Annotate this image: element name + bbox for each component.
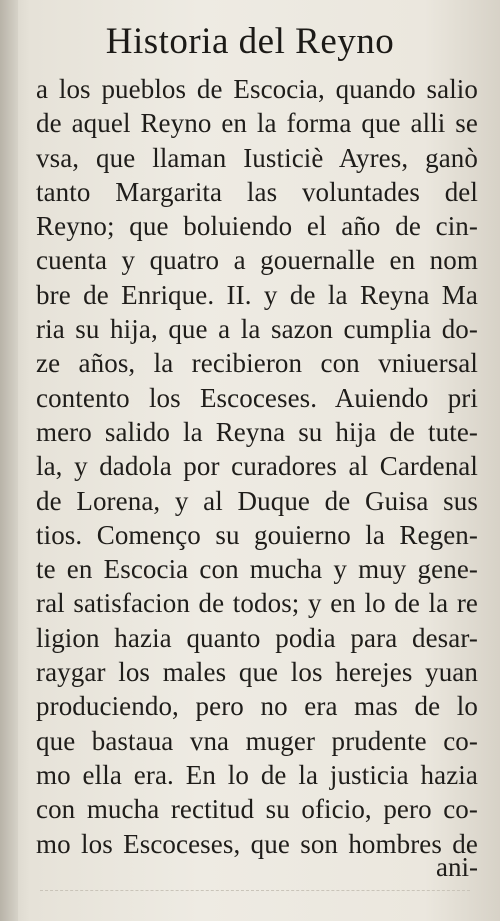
catchword: ani- — [436, 852, 478, 882]
text-line: bre de Enrique. II. y de la Reyna Ma — [36, 279, 478, 310]
text-line: ral satisfacion de todos; y en lo de la re — [36, 588, 478, 619]
text-line: la, y dadola por curadores al Cardenal — [36, 451, 478, 482]
running-header: Historia del Reyno — [105, 21, 395, 62]
text-line: ze años, la recibieron con vniuersal — [36, 348, 478, 379]
text-line: cuenta y quatro a gouernalle en nom — [36, 245, 478, 276]
text-line: tanto Margarita las voluntades del — [36, 176, 478, 207]
text-block — [36, 72, 478, 861]
text-line: mero salido la Reyna su hija de tute- — [36, 416, 478, 447]
text-line: ria su hija, que a la sazon cumplia do- — [36, 314, 478, 345]
text-line: Reyno; que boluiendo el año de cin- — [36, 211, 478, 242]
text-line: vsa, que llaman Iusticiè Ayres, ganò — [36, 142, 478, 173]
text-line: raygar los males que los herejes yuan — [36, 657, 478, 688]
text-line: ligion hazia quanto podia para desar- — [36, 622, 478, 653]
page-smudge — [40, 890, 470, 901]
text-line: mo los Escoceses, que son hombres de — [36, 828, 478, 859]
text-line: a los pueblos de Escocia, quando salio — [36, 74, 478, 104]
text-line: produciendo, pero no era mas de lo — [36, 691, 478, 722]
text-line: contento los Escoceses. Auiendo pri — [36, 382, 478, 413]
text-line: con mucha rectitud su oficio, pero co- — [36, 794, 478, 825]
text-line: de Lorena, y al Duque de Guisa sus — [36, 485, 478, 516]
page-gutter — [0, 0, 18, 921]
text-line: mo ella era. En lo de la justicia hazia — [36, 759, 478, 790]
text-line: tios. Començo su gouierno la Regen- — [36, 519, 478, 550]
text-line: que bastaua vna muger prudente co- — [36, 725, 478, 756]
text-line: de aquel Reyno en la forma que alli se — [36, 108, 478, 139]
text-line: te en Escocia con mucha y muy gene- — [36, 554, 478, 585]
